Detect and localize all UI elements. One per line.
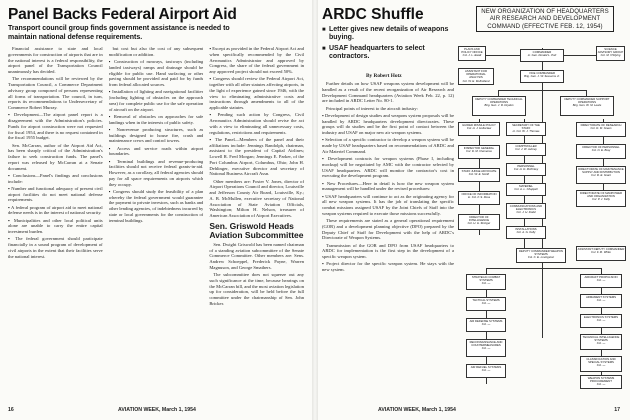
- org-box: OFFICE OF INFORMATION Lt. Col. F. S. Ross: [458, 191, 500, 205]
- org-chart: [458, 6, 626, 390]
- paragraph: The subcommittee does not squeeze out any such significance at the time, because hearings on the McCarran bill, and the most aviation legislation up for consideration, will be held before the full committee under the chairmanship of Sen. John Bricker.: [209, 272, 305, 306]
- org-box: DEPUTY COMMANDER SUPPORT OPERATIONS Brig. Gen. W. M. Lewis: [560, 96, 614, 116]
- paragraph: Principal points of interest to the aircraft industry:: [326, 105, 418, 111]
- paragraph: but cost but also the cost of any subsequent modification or addition.: [108, 46, 204, 57]
- paragraph: Other members are: Foster V. Jones, director of Airport Operations Council and director, Louisville and Jefferson County Air Board, Louisville, Ky.; A. B. McMullen, executive secretary of National Association of State Aviation Officials, Washington; Milton H. Nelson, treasurer of American Association of Airport Executives.: [209, 178, 305, 218]
- org-box: SCIENCE ADVISORY GROUP Col. M. O'Flying: [596, 46, 625, 61]
- org-box: DIRECTORATE OF MAINTENANCE SUPPLY AND DISTRIBUTION Col. R. E. Grant: [576, 166, 626, 184]
- paragraph: ▪ Terminal buildings and revenue-producing facilities should not receive federal grants-in-aid. However, as a corollary, all federal agencies should pay for all space requirements on airports which they occupy.: [109, 159, 204, 188]
- footer-publication: AVIATION WEEK, March 1, 1954: [118, 407, 196, 413]
- paragraph: These requirements are stated as a general operational requirement (GOR) and a development planning objective (DPO) prepared by the Deputy Chief of Staff for Development with the help of ARDC's Directorate of Weapon Systems.: [322, 218, 454, 241]
- paragraph: Financial assistance to state and local governments for construction of airports that are in the national interest is a federal responsibility, the airport panel of the Transportation Council unanimously has decided.: [8, 46, 103, 74]
- deck-bullet: ■ Letter gives new details of weapons buying.: [322, 26, 454, 43]
- paragraph: ▪ Conclusions—Panel's findings and conclusions include:: [8, 173, 103, 185]
- deck-bullet: ■ USAF headquarters to select contractors.: [322, 45, 454, 62]
- org-box: RECONNAISSANCE AND COUNTERMEASURES Col. —: [466, 339, 506, 357]
- org-box: TACTICAL SYSTEMS Col. —: [466, 297, 506, 311]
- org-box: STRATEGIC COMBAT SYSTEMS Col. —: [466, 274, 506, 290]
- paragraph: ▪ Number and functional adequacy of present civil airport facilities do not meet national defense requirements.: [8, 186, 103, 203]
- org-box: DIRECTORATE OF MANPOWER AND ORGANIZATION Col. P. J. Kelly: [576, 190, 626, 207]
- paragraph: ▪ Removal of obstacles on approaches for safe landings when in the interests of public safety.: [109, 114, 204, 126]
- right-deck-bullets: [322, 26, 454, 63]
- org-box: INSTALLATIONS Col. A. G. Kelly: [506, 226, 546, 239]
- paragraph: ▪ Nonrevenue producing structures, such as buildings designed to house fire, crash and maintenance crews and control towers.: [109, 127, 204, 144]
- paragraph: ▪ Selection of a specific contractor to develop a weapon system will be made by USAF headquarters based on recommendations of ARDC and Air Materiel Command.: [322, 137, 454, 154]
- paragraph: ▪ The Panel—Members of the panel and their affiliations include: Jennings Randolph, chairman, assistant to the president of Capital Airlines; Lowell R. Fred Morgan; Jennings E. Parker, of the Port Columbus Airport, Columbus, Ohio; John H. Dehlinger, executive director and secretary of National Business Aircraft Assn.: [209, 137, 304, 177]
- paragraph: Further details on how USAF weapons system development will be handled as a result of the recent reorganization of Air Research and Development Command headquarters (Aviation Week Feb. 22, p. 12) are included in ARDC Letter No. 80-1.: [322, 81, 454, 104]
- org-box: PLANS AND POLICY OFFICE Col. J. L. Ewalt: [458, 46, 486, 61]
- left-headline: Panel Backs Federal Airport Aid: [8, 6, 237, 23]
- org-chart-title: NEW ORGANIZATION OF HEADQUARTERS AIR RESEARCH AND DEVELOPMENT COMMAND (EFFECTIVE FEB. 12, 1954): [476, 6, 614, 32]
- right-column: [322, 81, 454, 389]
- org-box: INSPECTOR GENERAL Col. D. M. Clemence: [458, 145, 500, 159]
- paragraph: ▪ USAF headquarters will continue to act as the originating agency for all new weapon systems. It has the job of translating the specific combat missions assigned USAF by the Joint Chiefs of Staff into the weapon systems required to execute those missions successfully.: [322, 194, 454, 217]
- paragraph: ▪ Access and service roads within airport boundaries.: [109, 146, 204, 158]
- paragraph: ▪ Construction of runways, taxiways (including landed taxiways) ramps and drainage should be eligible for public use. Hand surfacing or other paving should be provided and paid for by funds from federal allocated sources.: [109, 59, 204, 88]
- sub-headline: Sen. Griswold Heads Aviation Subcommittee: [209, 220, 304, 240]
- org-box: PERSONNEL Col. H. D. McKinley: [506, 163, 546, 176]
- org-box: AIR REFUEL SYSTEMS Col. —: [466, 364, 506, 378]
- org-box-vice-commander: VICE COMMANDER Brig. Gen. J. W. Sessums Jr.: [520, 70, 564, 83]
- left-deck: Transport council group finds government assistance is needed to maintain national defense requirements.: [8, 25, 230, 41]
- paragraph: ▪ A federal program of airport aid to meet national defense needs is in the interest of national security.: [8, 205, 103, 217]
- paragraph: ▪ The federal government should participate financially in a sound program of development of civil airports in the extent that their facilities serve the national interest.: [8, 236, 103, 259]
- paragraph: The recommendations will be reviewed by the Transportation Council, a Commerce Department advisory group composed of persons representing all forms of transportation. The council, in turn, reports its recommendations to Undersecretary of Commerce Robert Murray.: [8, 76, 103, 110]
- paragraph: ▪ Development—The airport panel report is a disagreement with the Administration's policies. Funds for airport construction were not requested for fiscal 1954, and there is no request contained in the fiscal 1955 budget.: [8, 112, 103, 141]
- org-box: DIRECTOR OF PERSONNEL Col. N. E. Bray: [576, 144, 626, 159]
- org-box-commander: COMMANDER Lt. Gen. Donald L. Putt: [520, 49, 564, 62]
- paragraph: Sen. McCarran, author of the Airport Aid Act, has been sharply critical of the Administration's failure to seek construction funds. The panel's report was released by McCarran at a Senate document.: [8, 142, 103, 171]
- org-bottom-connector: [486, 268, 602, 269]
- org-box-weapon-systems: DEPUTY COMMANDER WEAPON SYSTEMS Col. C. E. Lovingston: [516, 248, 566, 263]
- org-box: SECRETARY OF THE STAFF Lt. Col. W. J. Thomas: [506, 122, 546, 136]
- org-box: CLASSIFICATION AND SPECIAL SYSTEMS Col. —: [580, 356, 622, 372]
- left-page: [0, 0, 312, 420]
- paragraph: ▪ Development of design studies and weapons system proposals will be handled by ARDC headquarters development directorates. These groups will do studies and be the first point of contact between the industry and USAF on major new air weapon systems.: [322, 113, 454, 136]
- org-box: MATERIEL Col. A. L. Chappell: [506, 183, 546, 196]
- org-box: ASSISTANT FOR OPERATIONAL ANALYSIS Col. W. E. Mulholland: [458, 68, 494, 85]
- org-box: COMPTROLLER Col. J. W. Aubrey: [506, 143, 546, 156]
- left-column-2: [109, 46, 204, 390]
- org-box: STAFF JUDGE ADVOCATE Col. W. E. Smith: [458, 168, 500, 182]
- paragraph: ▪ Except as provided in the Federal Airport Act and when specifically recommended by the Civil Aeronautics Administrator and approved by Congress, the share of the federal government in any approved project should not exceed 50%.: [209, 46, 304, 75]
- org-box: DIRECTORATE OF RESEARCH Col. D. M. Green: [576, 122, 626, 137]
- org-box: WEAPON SYSTEMS PROCUREMENT Col. —: [580, 375, 622, 389]
- org-box: COMMUNICATIONS AND ELECTRONICS Col. J. H. Dodd: [506, 203, 546, 219]
- paragraph: ▪ Congress should review the Federal Airport Act, together with all other statutes affecting airports, in the light of experience gained since 1946, with the view to eliminating administrative costs and instructions through amendments to all of the applicable statutes.: [209, 76, 304, 111]
- org-box: TECHNICAL INTELLIGENCE SYSTEMS Col. —: [580, 334, 622, 350]
- org-box: GUIDED MISSILE POLICY Col. H. J. Holtsclaw: [458, 122, 500, 136]
- right-headline: ARDC Shuffle: [322, 6, 424, 23]
- page-number: 16: [8, 407, 14, 413]
- left-column-3: [209, 46, 304, 390]
- paragraph: ▪ New Procedures—Here in detail is how the new weapon system management will be handled under the revised procedures:: [322, 181, 454, 193]
- left-columns: [8, 46, 304, 390]
- org-box: ELECTRONICS SYSTEMS Col. —: [580, 314, 622, 328]
- org-box: DIRECTOR OF INTELLIGENCE Col. H. H. Stringer: [458, 214, 500, 230]
- paragraph: ▪ Project director for the specific weapon system. He stays with the new system.: [322, 261, 454, 273]
- footer-publication: AVIATION WEEK, March 1, 1954: [378, 407, 456, 413]
- org-box: ARMAMENT SYSTEMS Col. —: [580, 294, 622, 308]
- paragraph: ▪ Municipalities and other local political units alone are unable to carry the entire capital investment burden.: [8, 218, 103, 235]
- org-box: DEPUTY COMMANDER TECHNICAL OPERATIONS Brig. Gen. J. R. Dryden: [472, 96, 526, 116]
- left-column-1: [8, 46, 103, 390]
- paragraph: ▪ Pending such action by Congress, Civil Aeronautics Administration should revise the act with a view to eliminating all unnecessary costs, regulations, restrictions and requirements.: [209, 112, 304, 135]
- org-staff-connector: [498, 90, 586, 91]
- right-page: [318, 0, 630, 420]
- page-number: 17: [614, 407, 620, 413]
- paragraph: ▪ Congress should study the feasibility of a plan whereby the federal government would guarantee the payment to private investors, such as banks and other lending agencies, of indebtedness incurred by state or local governments for the construction of terminal buildings.: [109, 189, 204, 224]
- paragraph: ▪ Installation of lighting and navigational facilities (including lighting of obstacles on the approach area) for complete public use for the safe operation of aircraft on the airport.: [109, 89, 204, 112]
- paragraph: Transmission of the GOR and DPO from USAF headquarters to ARDC for implementation is the first step in the development of a specific weapon system.: [322, 242, 454, 259]
- paragraph: ▪ Development contracts for weapon systems (Phase I, including mockup) will be negotiated by AMC with the contractor selected by USAF headquarters. ARDC will monitor the contractor's cost in executing the development program.: [322, 156, 454, 179]
- org-box: AIRCRAFT PROPULSION Col. —: [580, 274, 622, 288]
- byline: By Robert Hotz: [366, 73, 402, 79]
- org-box: AIR DEFENSE SYSTEMS Col. —: [466, 318, 506, 332]
- paragraph: Sen. Dwight Griswold has been named chairman of a standing aviation subcommittee of the Senate Commerce Committee. Other members are: Sens. Andrew Schoeppel, Frederick Payne, Warren Magnuson, and George Smathers.: [209, 241, 305, 270]
- org-box: ASSISTANT DEPUTY COMMANDER Col. F. M. White: [576, 246, 626, 261]
